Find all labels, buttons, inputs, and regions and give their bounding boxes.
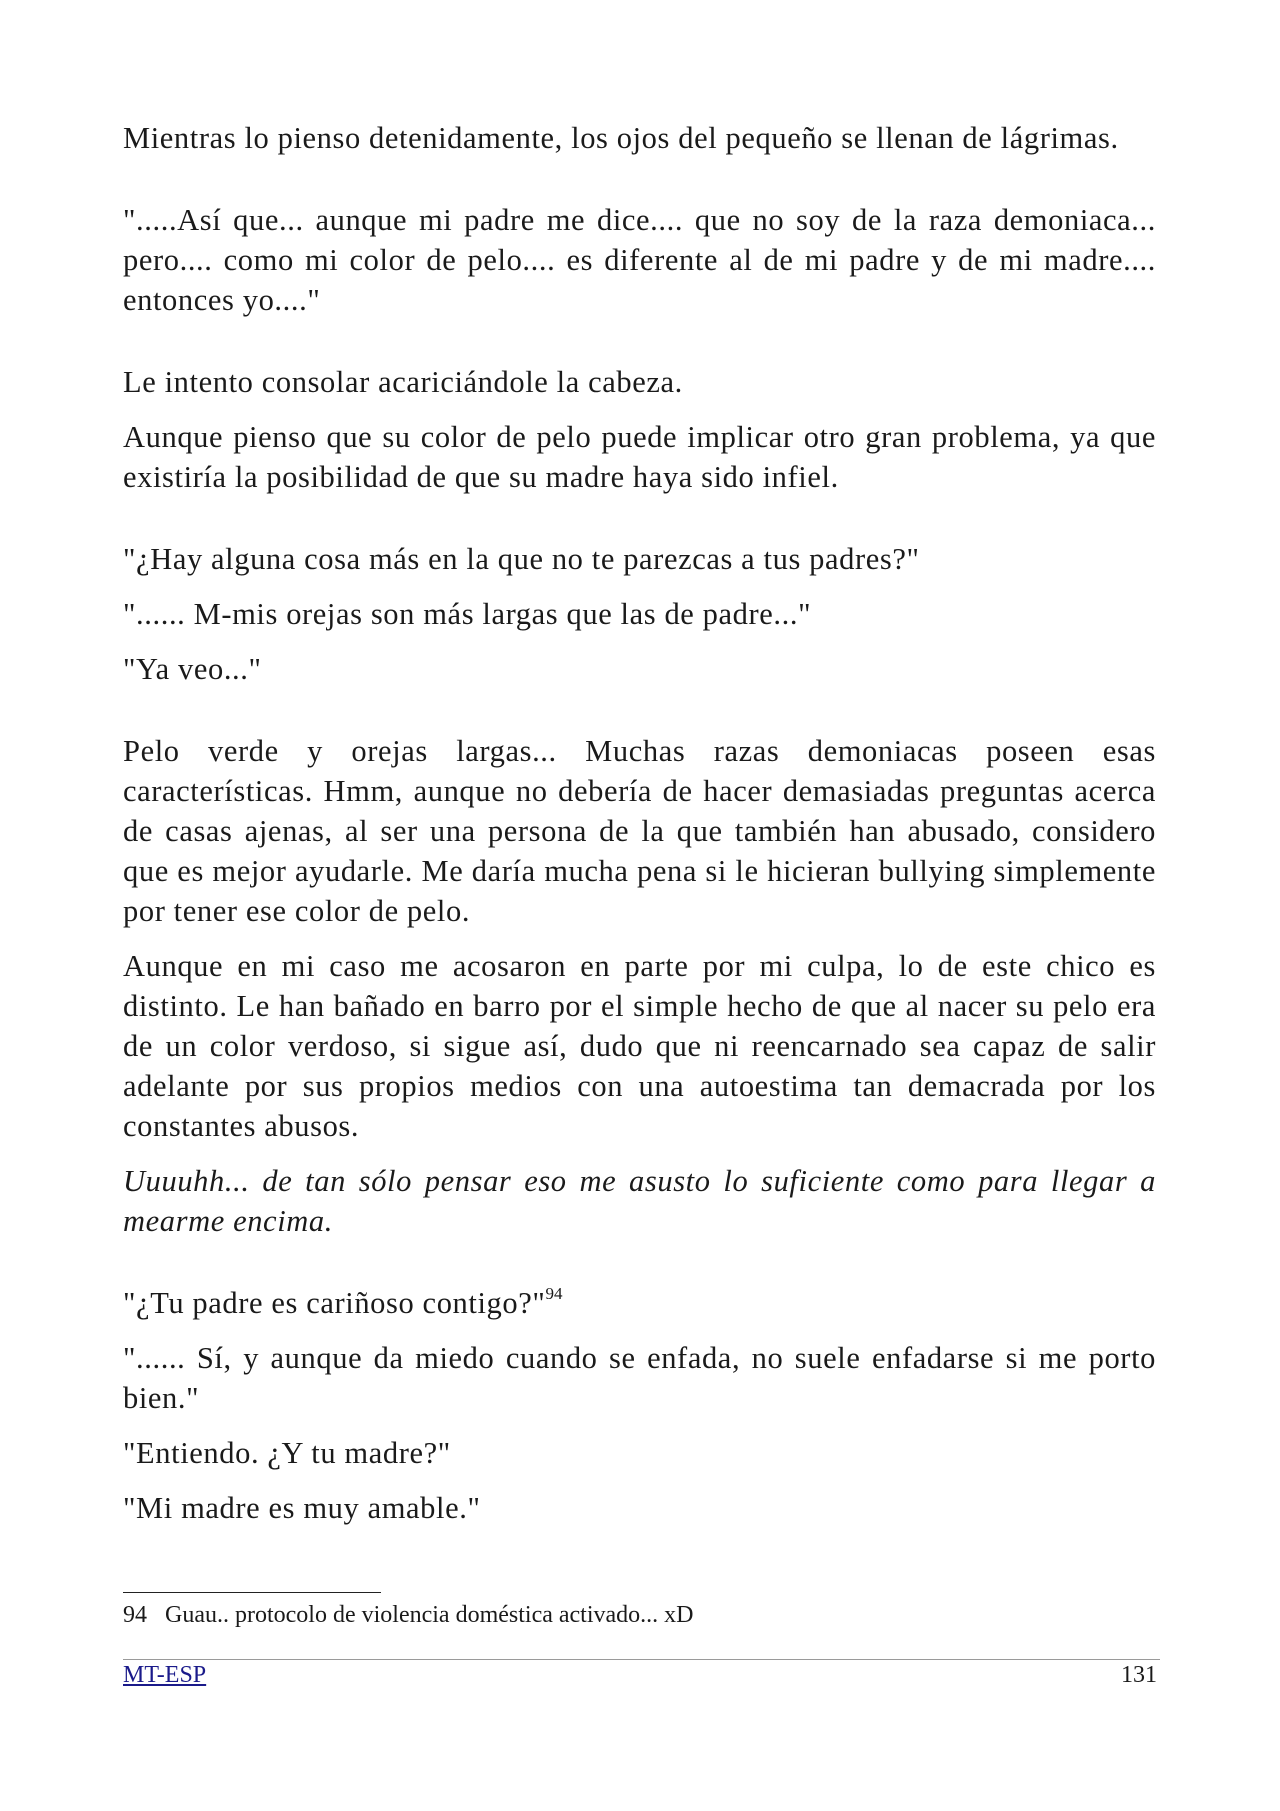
dialogue-line: "Ya veo..." [123, 652, 262, 686]
dialogue-line: "...... M-mis orejas son más largas que las de padre..." [123, 597, 812, 631]
paragraph: Aunque en mi caso me acosaron en parte por mi culpa, lo de este chico es distinto. Le han bañado en barro por el simple hecho de que al nacer su pelo era de un color verdoso, si sigue así, dudo que ni reencarnado sea capaz de salir adelante por sus propios medios con una autoestima tan demacrada por los constantes abusos. [123, 949, 1156, 1143]
footnote-reference[interactable]: 94 [545, 1284, 563, 1303]
dialogue-line-with-footnote [123, 1283, 1156, 1323]
page-number: 131 [1121, 1662, 1157, 1688]
paragraph: Pelo verde y orejas largas... Muchas razas demoniacas poseen esas características. Hmm, aunque no debería de hacer demasiadas preguntas acerca de casas ajenas, al ser una persona de la que también han abusado, considero que es mejor ayudarle. Me daría mucha pena si le hicieran bullying simplemente por tener ese color de pelo. [123, 734, 1156, 928]
footnote-number: 94 [123, 1602, 147, 1628]
footnote-text: Guau.. protocolo de violencia doméstica activado... xD [165, 1602, 694, 1628]
footer-link[interactable]: MT-ESP [123, 1662, 207, 1688]
dialogue-line: "Entiendo. ¿Y tu madre?" [123, 1436, 451, 1470]
dialogue-line: ".....Así que... aunque mi padre me dice.... que no soy de la raza demoniaca... pero.... como mi color de pelo.... es diferente al de mi padre y de mi madre.... entonces yo...." [123, 203, 1156, 317]
dialogue-line: "¿Hay alguna cosa más en la que no te parezcas a tus padres?" [123, 542, 920, 576]
footer-divider [123, 1659, 1160, 1660]
paragraph: Aunque pienso que su color de pelo puede implicar otro gran problema, ya que existiría la posibilidad de que su madre haya sido infiel. [123, 420, 1156, 494]
body-text [123, 118, 1156, 1528]
paragraph: Mientras lo pienso detenidamente, los ojos del pequeño se llenan de lágrimas. [123, 121, 1119, 155]
paragraph: Le intento consolar acariciándole la cabeza. [123, 365, 683, 399]
dialogue-line: "...... Sí, y aunque da miedo cuando se enfada, no suele enfadarse si me porto bien." [123, 1341, 1156, 1415]
dialogue-text: "¿Tu padre es cariñoso contigo?" [123, 1286, 546, 1320]
footnote [123, 1600, 694, 1630]
dialogue-line: "Mi madre es muy amable." [123, 1491, 481, 1525]
inner-thought: Uuuuhh... de tan sólo pensar eso me asusto lo suficiente como para llegar a mearme encima. [123, 1164, 1156, 1238]
footnote-separator [123, 1592, 381, 1593]
